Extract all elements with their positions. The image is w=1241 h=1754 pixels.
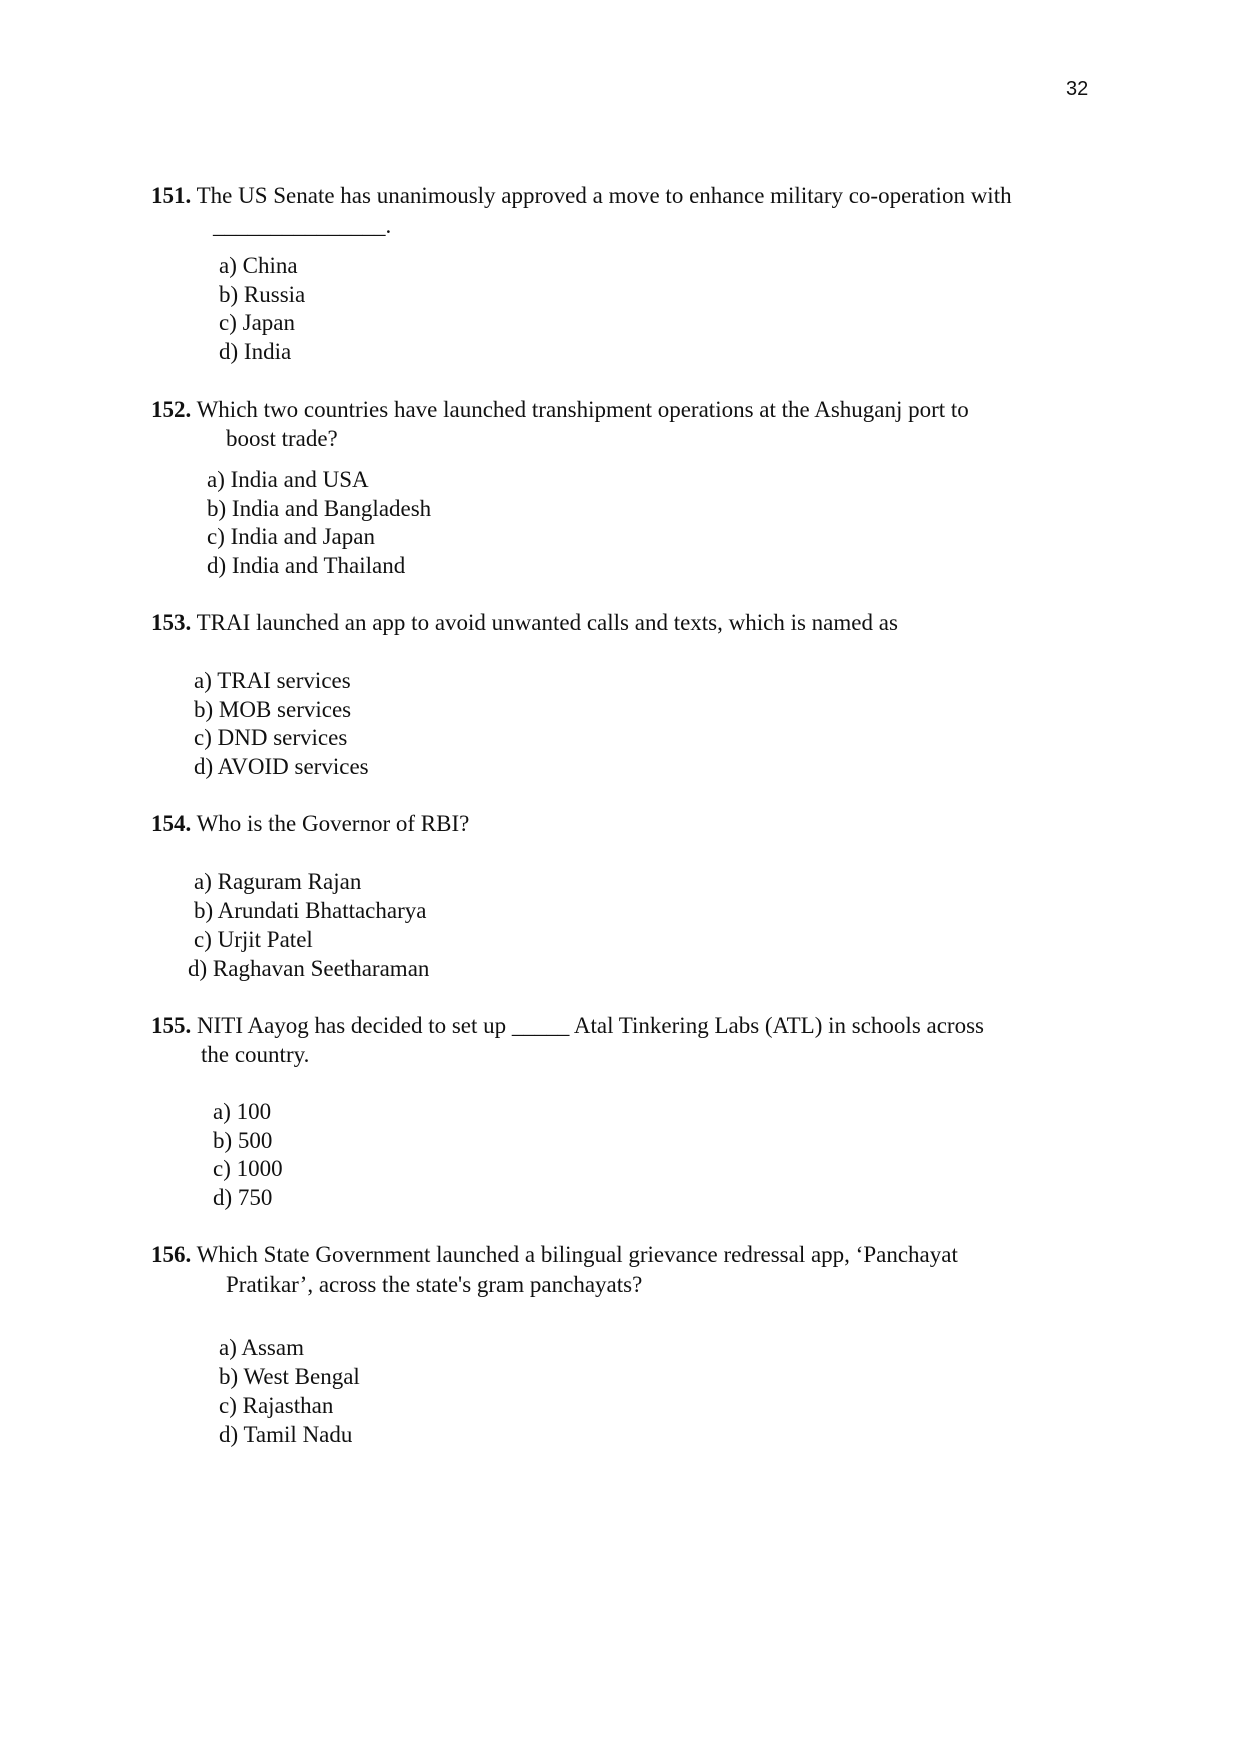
question-151-text (151, 181, 1012, 210)
option-a: a) TRAI services (194, 668, 351, 693)
option-d: d) 750 (213, 1185, 273, 1210)
question-text: The US Senate has unanimously approved a move to enhance military co-operation with (196, 183, 1012, 208)
option-a: a) China (219, 253, 298, 278)
option-c: c) Urjit Patel (194, 927, 313, 952)
option-b: b) MOB services (194, 697, 352, 722)
option-b: b) 500 (213, 1128, 273, 1153)
option-d: d) India (219, 339, 292, 364)
question-number: 151. (151, 183, 192, 208)
option-d: d) Tamil Nadu (219, 1422, 353, 1447)
question-152-text (151, 395, 969, 424)
option-c: c) India and Japan (207, 524, 375, 549)
question-155-text (151, 1011, 984, 1040)
question-text: Who is the Governor of RBI? (196, 811, 470, 836)
option-d: d) India and Thailand (207, 553, 406, 578)
option-c: c) 1000 (213, 1156, 283, 1181)
option-b: b) India and Bangladesh (207, 496, 432, 521)
question-text-continuation: _______________. (213, 213, 392, 238)
question-number: 153. (151, 610, 192, 635)
option-c: c) DND services (194, 725, 348, 750)
question-text-continuation: the country. (201, 1042, 310, 1067)
option-b: b) West Bengal (219, 1364, 360, 1389)
question-153-text (151, 608, 898, 637)
option-c: c) Japan (219, 310, 295, 335)
question-text: Which State Government launched a bilingual grievance redressal app, ‘Panchayat (196, 1242, 958, 1267)
question-number: 156. (151, 1242, 192, 1267)
option-a: a) Raguram Rajan (194, 869, 362, 894)
question-154-text (151, 809, 469, 838)
question-text: TRAI launched an app to avoid unwanted calls and texts, which is named as (196, 610, 898, 635)
question-number: 152. (151, 397, 192, 422)
option-a: a) India and USA (207, 467, 369, 492)
option-c: c) Rajasthan (219, 1393, 334, 1418)
question-number: 154. (151, 811, 192, 836)
option-b: b) Russia (219, 282, 306, 307)
question-156-text (151, 1240, 958, 1269)
page-number: 32 (1066, 78, 1089, 100)
option-d: d) Raghavan Seetharaman (188, 956, 430, 981)
option-a: a) Assam (219, 1335, 304, 1360)
question-number: 155. (151, 1013, 192, 1038)
question-text: Which two countries have launched transhipment operations at the Ashuganj port to (196, 397, 969, 422)
question-text: NITI Aayog has decided to set up _____ Atal Tinkering Labs (ATL) in schools across (197, 1013, 984, 1038)
option-b: b) Arundati Bhattacharya (194, 898, 427, 923)
question-text-continuation: Pratikar’, across the state's gram panchayats? (226, 1272, 643, 1297)
option-d: d) AVOID services (194, 754, 369, 779)
option-a: a) 100 (213, 1099, 272, 1124)
question-text-continuation: boost trade? (226, 426, 338, 451)
